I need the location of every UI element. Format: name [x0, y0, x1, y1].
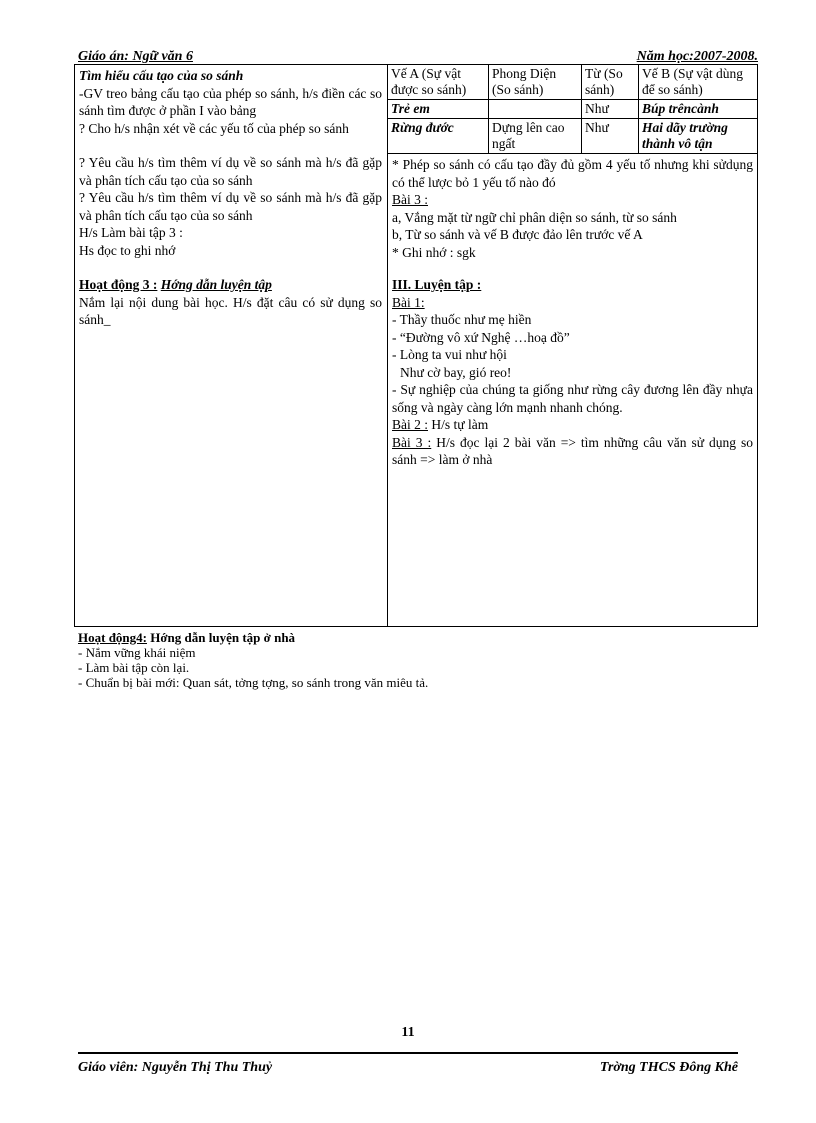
header-subject: Giáo án: Ngữ văn 6: [78, 49, 193, 64]
bai3b-label: Bài 3 :: [392, 434, 432, 450]
table-cell: Như: [582, 100, 639, 119]
table-cell: Trẻ em: [388, 100, 489, 119]
table-header-row: [388, 65, 757, 100]
footer-teacher: Giáo viên: Nguyễn Thị Thu Thuỷ: [78, 1060, 273, 1075]
bai2-row: [392, 416, 753, 434]
table-row: [388, 119, 757, 154]
bai3b-row: [392, 434, 753, 469]
ghi-nho: * Ghi nhớ : sgk: [392, 244, 476, 260]
left-column: [79, 67, 382, 329]
activity3-label: Hoạt động 3 :: [79, 277, 158, 292]
structure-note: * Phép so sánh có cấu tạo đầy đủ gồm 4 yếu tố nhưng khi sửdụng có thể lược bỏ 1 yếu tố nào đó: [392, 157, 753, 190]
activity4-line: - Làm bài tập còn lại.: [78, 660, 190, 675]
activity3-text: Nắm lại nội dung bài học. H/s đặt câu có sử dụng so sánh_: [79, 294, 382, 327]
table-header-cell: Phong Diện (So sánh): [489, 65, 582, 100]
right-column: [388, 65, 757, 471]
page-number: 11: [401, 1025, 415, 1040]
left-line-3: ? Yêu cầu h/s tìm thêm ví dụ về so sánh mà h/s đã gặp và phân tích cấu tạo của so sánh: [79, 155, 382, 188]
table-cell: Búp trêncành: [639, 100, 758, 119]
left-heading: Tìm hiểu cấu tạo của so sánh: [79, 68, 244, 83]
bai3-answer-b: b, Từ so sánh và vế B được đảo lên trước vế A: [392, 227, 643, 242]
table-cell: Hai dãy trường thành vô tận: [639, 119, 758, 154]
left-line-6: Hs đọc to ghi nhớ: [79, 242, 176, 258]
activity4-heading: [78, 630, 758, 645]
left-line-2: ? Cho h/s nhận xét về các yếu tố của phép so sánh: [79, 120, 349, 136]
table-row: [388, 100, 757, 119]
bai1-line: - Thầy thuốc như mẹ hiền: [392, 312, 532, 327]
activity4-line: - Nắm vững khái niệm: [78, 645, 196, 660]
bai1-line: - Sự nghiệp của chúng ta giống như rừng cây đương lên đầy nhựa sống và ngày càng lớn mạnh nhanh chóng.: [392, 382, 753, 415]
activity3-title: Hớng dẫn luyện tập: [160, 277, 272, 292]
page-header: [78, 49, 758, 65]
table-cell: [489, 100, 582, 119]
table-header-cell: Từ (So sánh): [582, 65, 639, 100]
bai2-text: H/s tự làm: [431, 417, 489, 432]
luyen-tap-title: III. Luyện tập :: [392, 277, 482, 292]
bai2-label: Bài 2 :: [392, 417, 428, 432]
table-cell: Dựng lên cao ngất: [489, 119, 582, 154]
bai3b-text: H/s đọc lại 2 bài văn => tìm những câu văn sử dụng so sánh => làm ở nhà: [392, 434, 754, 467]
bai1-line: - “Đường vô xứ Nghệ …hoạ đồ”: [392, 329, 570, 345]
footer-rule: [78, 1052, 738, 1054]
bai3-answer-a: a, Vắng mặt từ ngữ chỉ phân diện so sánh, từ so sánh: [392, 209, 677, 225]
activity4-line: - Chuẩn bị bài mới: Quan sát, tởng tợng, so sánh trong văn miêu tả.: [78, 675, 429, 690]
activity4-section: [78, 630, 758, 690]
right-text: [388, 154, 757, 471]
bai1-line: Như cờ bay, gió reo!: [400, 364, 512, 380]
activity4-label: Hoạt động4:: [78, 630, 147, 645]
activity4-title: Hớng dẫn luyện tập ở nhà: [150, 630, 296, 645]
activity3-heading: [79, 276, 382, 294]
table-cell: Như: [582, 119, 639, 154]
lesson-table: [74, 64, 758, 627]
table-cell: Rừng đước: [388, 119, 489, 154]
footer-school: Trờng THCS Đông Khê: [599, 1060, 738, 1075]
left-line-1: -GV treo bảng cấu tạo của phép so sánh, h/s điền các so sánh tìm được ở phần I vào bảng: [79, 85, 382, 118]
bai3-label: Bài 3 :: [392, 192, 428, 207]
left-line-5: H/s Làm bài tập 3 :: [79, 225, 183, 240]
table-header-cell: Vế A (Sự vật được so sánh): [388, 65, 489, 100]
comparison-structure-table: [388, 65, 757, 154]
header-school-year: Năm học:2007-2008.: [636, 49, 758, 64]
left-line-4: ? Yêu cầu h/s tìm thêm ví dụ về so sánh mà h/s đã gặp và phân tích cấu tạo của so sánh: [79, 190, 382, 223]
page-footer: [78, 1060, 738, 1078]
table-header-cell: Vế B (Sự vật dùng để so sánh): [639, 65, 758, 100]
bai1-line: - Lòng ta vui như hội: [392, 347, 507, 362]
bai1-label: Bài 1:: [392, 294, 425, 310]
